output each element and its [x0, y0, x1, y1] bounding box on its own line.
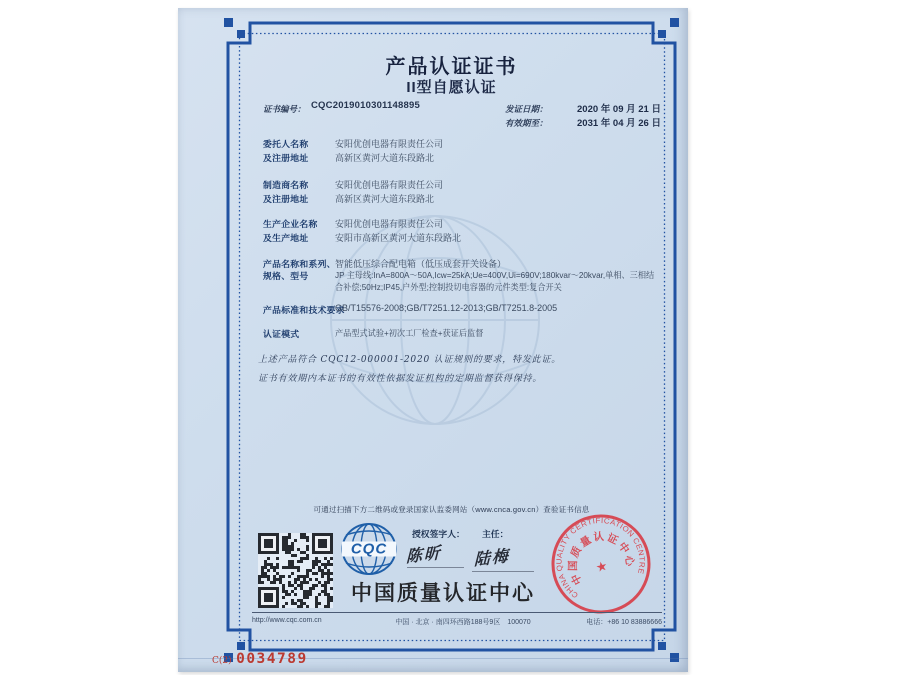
statement-line: 证书有效期内本证书的有效性依据发证机构的定期监督获得保持。	[258, 374, 543, 384]
field-label: 生产企业名称	[263, 219, 318, 229]
cqc-logo-text: CQC	[350, 540, 388, 558]
field-label: 及注册地址	[263, 153, 309, 163]
footer-divider	[252, 612, 662, 613]
field-value: 高新区黄河大道东段路北	[335, 194, 435, 204]
valid-until-label: 有效期至：	[505, 119, 548, 129]
field-value: JP 主母线:InA=800A～50A,Icw=25kA;Ue=400V,Ui=690V;180kvar～20kvar,单相、三相结	[335, 270, 655, 280]
verify-note: 可通过扫描下方二维码或登录国家认监委网站（www.cnca.gov.cn）查验证书信息	[313, 505, 590, 514]
seal-text-cn: 中国质量认证中心	[567, 530, 636, 587]
field-value: 智能低压综合配电箱（低压成套开关设备）	[335, 259, 507, 269]
seal-star-icon: ★	[594, 557, 610, 576]
field-value: 安阳优创电器有限责任公司	[335, 180, 444, 190]
director-signature: 陆梅	[473, 545, 511, 570]
director-label: 主任：	[482, 529, 509, 539]
issue-date-value: 2020 年 09 月 21 日	[577, 104, 661, 115]
serial-number	[212, 650, 308, 668]
field-label: 产品名称和系列、	[263, 259, 336, 269]
certificate-subtitle: II型自愿认证	[406, 79, 497, 96]
statement-line: 上述产品符合 CQC12-000001-2020 认证规则的要求，特发此证。	[258, 355, 562, 365]
certificate-title: 产品认证证书	[385, 56, 518, 78]
cqc-globe-logo-icon	[340, 522, 398, 576]
field-label: 产品标准和技术要求	[263, 305, 345, 315]
field-value: 安阳市高新区黄河大道东段路北	[335, 233, 462, 243]
certificate-paper	[178, 8, 688, 672]
field-label: 认证模式	[263, 329, 300, 339]
footer-website: http://www.cqc.com.cn	[252, 617, 322, 624]
seal-text-en: CHINA QUALITY CERTIFICATION CENTRE	[554, 515, 647, 600]
footer-phone: 电话：+86 10 83886666	[586, 619, 662, 626]
authorized-signer-signature: 陈昕	[405, 542, 443, 567]
signature-underline	[472, 571, 534, 572]
field-value: 高新区黄河大道东段路北	[335, 153, 435, 163]
issuer-seal-stamp	[546, 509, 656, 619]
valid-until-value: 2031 年 04 月 26 日	[577, 118, 661, 129]
cert-no-value: CQC2019010301148895	[311, 100, 420, 111]
serial-digits: 0034789	[236, 651, 308, 667]
cert-no-label: 证书编号：	[263, 105, 306, 115]
field-value: 安阳优创电器有限责任公司	[335, 219, 444, 229]
svg-text:CHINA QUALITY CERTIFICATION CE	[546, 509, 653, 603]
issuer-name: 中国质量认证中心	[351, 582, 535, 605]
issue-date-label: 发证日期：	[505, 105, 548, 115]
field-value: GB/T15576-2008;GB/T7251.12-2013;GB/T7251.8-2005	[335, 303, 558, 313]
field-value: 安阳优创电器有限责任公司	[335, 139, 444, 149]
authorized-signer-label: 授权签字人：	[412, 529, 465, 539]
field-label: 委托人名称	[263, 139, 309, 149]
signature-underline	[407, 567, 464, 568]
field-label: 制造商名称	[263, 180, 309, 190]
serial-prefix: C(2)	[212, 656, 232, 666]
field-label: 规格、型号	[263, 271, 309, 281]
field-value: 产品型式试验+初次工厂检查+获证后监督	[335, 328, 484, 338]
footer-address: 中国 · 北京 · 南四环西路188号9区 100070	[395, 619, 531, 626]
field-label: 及生产地址	[263, 233, 309, 243]
field-value: 合补偿;50Hz;IP45,户外型;控制投切电容器的元件类型:复合开关	[335, 282, 562, 292]
field-label: 及注册地址	[263, 194, 309, 204]
